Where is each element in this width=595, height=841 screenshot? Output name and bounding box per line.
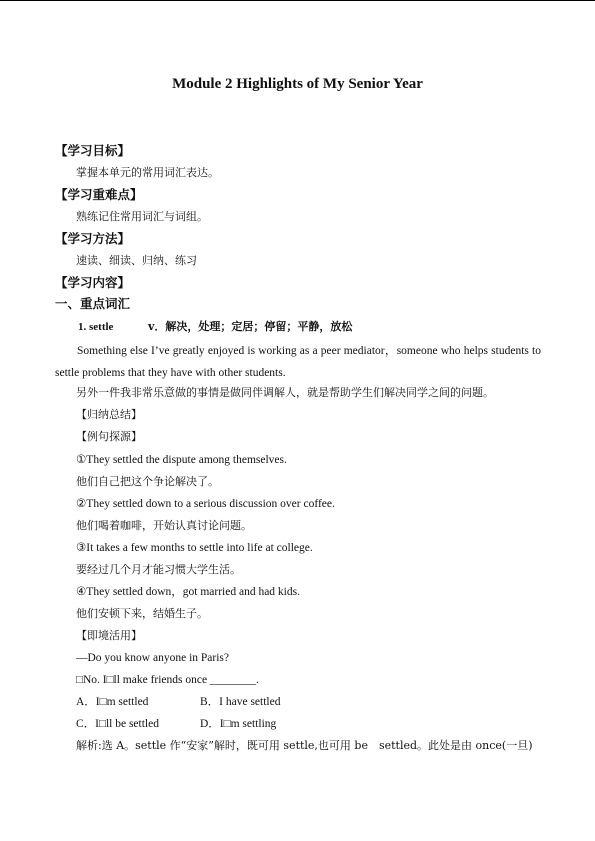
- vocab-entry: [78, 320, 595, 334]
- vocab-word: 1. settle: [78, 321, 114, 333]
- heading-key-vocabulary: 一、重点词汇: [55, 296, 131, 311]
- option-c: C．I□ll be settled: [76, 718, 159, 730]
- example-4-chinese: 他们安顿下来，结婚生子。: [76, 607, 208, 620]
- exercise-question-2: □No. I□ll make friends once ________.: [76, 674, 259, 686]
- example-3-chinese: 要经过几个月才能习惯大学生活。: [76, 563, 241, 576]
- heading-learning-methods: 【学习方法】: [55, 231, 131, 246]
- passage-chinese: 另外一件我非常乐意做的事情是做同伴调解人，就是帮助学生们解决同学之间的问题。: [76, 386, 494, 399]
- label-examples: 【例句探源】: [76, 430, 142, 443]
- option-b: B．I have settled: [200, 696, 281, 708]
- example-2-english: ②They settled down to a serious discussion over coffee.: [76, 498, 335, 510]
- exercise-options-row-2: [76, 717, 595, 731]
- page-title: Module 2 Highlights of My Senior Year: [172, 76, 423, 92]
- vocab-meaning: v．解决，处理；定居；停留；平静，放松: [148, 320, 353, 333]
- heading-learning-content: 【学习内容】: [55, 275, 131, 290]
- example-2-chinese: 他们喝着咖啡，开始认真讨论问题。: [76, 519, 252, 532]
- heading-learning-goals: 【学习目标】: [55, 143, 131, 158]
- exercise-options-row-1: [76, 695, 595, 709]
- learning-goals-text: 掌握本单元的常用词汇表达。: [76, 166, 219, 179]
- passage-english-text: Something else I’ve greatly enjoyed is working as a peer mediator，someone who helps students to settle problems that they have with other students.: [55, 345, 541, 379]
- top-rule: [0, 0, 595, 1]
- exercise-analysis: 解析:选 A。settle 作“安家”解时，既可用 settle,也可用 be settled。此处是由 once(一旦): [76, 739, 533, 752]
- example-3-english: ③It takes a few months to settle into life at college.: [76, 542, 313, 554]
- label-summary: 【归纳总结】: [76, 408, 142, 421]
- example-1-english: ①They settled the dispute among themselves.: [76, 454, 287, 466]
- learning-methods-text: 速读、细读、归纳、练习: [76, 254, 197, 267]
- passage-english: [55, 340, 541, 384]
- option-d: D．I□m settling: [200, 718, 277, 730]
- key-points-text: 熟练记住常用词汇与词组。: [76, 210, 208, 223]
- heading-key-points: 【学习重难点】: [55, 187, 143, 202]
- option-a: A．I□m settled: [76, 696, 149, 708]
- label-practice: 【即境活用】: [76, 629, 142, 642]
- example-1-chinese: 他们自己把这个争论解决了。: [76, 475, 219, 488]
- exercise-question-1: —Do you know anyone in Paris?: [76, 652, 229, 664]
- example-4-english: ④They settled down，got married and had kids.: [76, 586, 300, 598]
